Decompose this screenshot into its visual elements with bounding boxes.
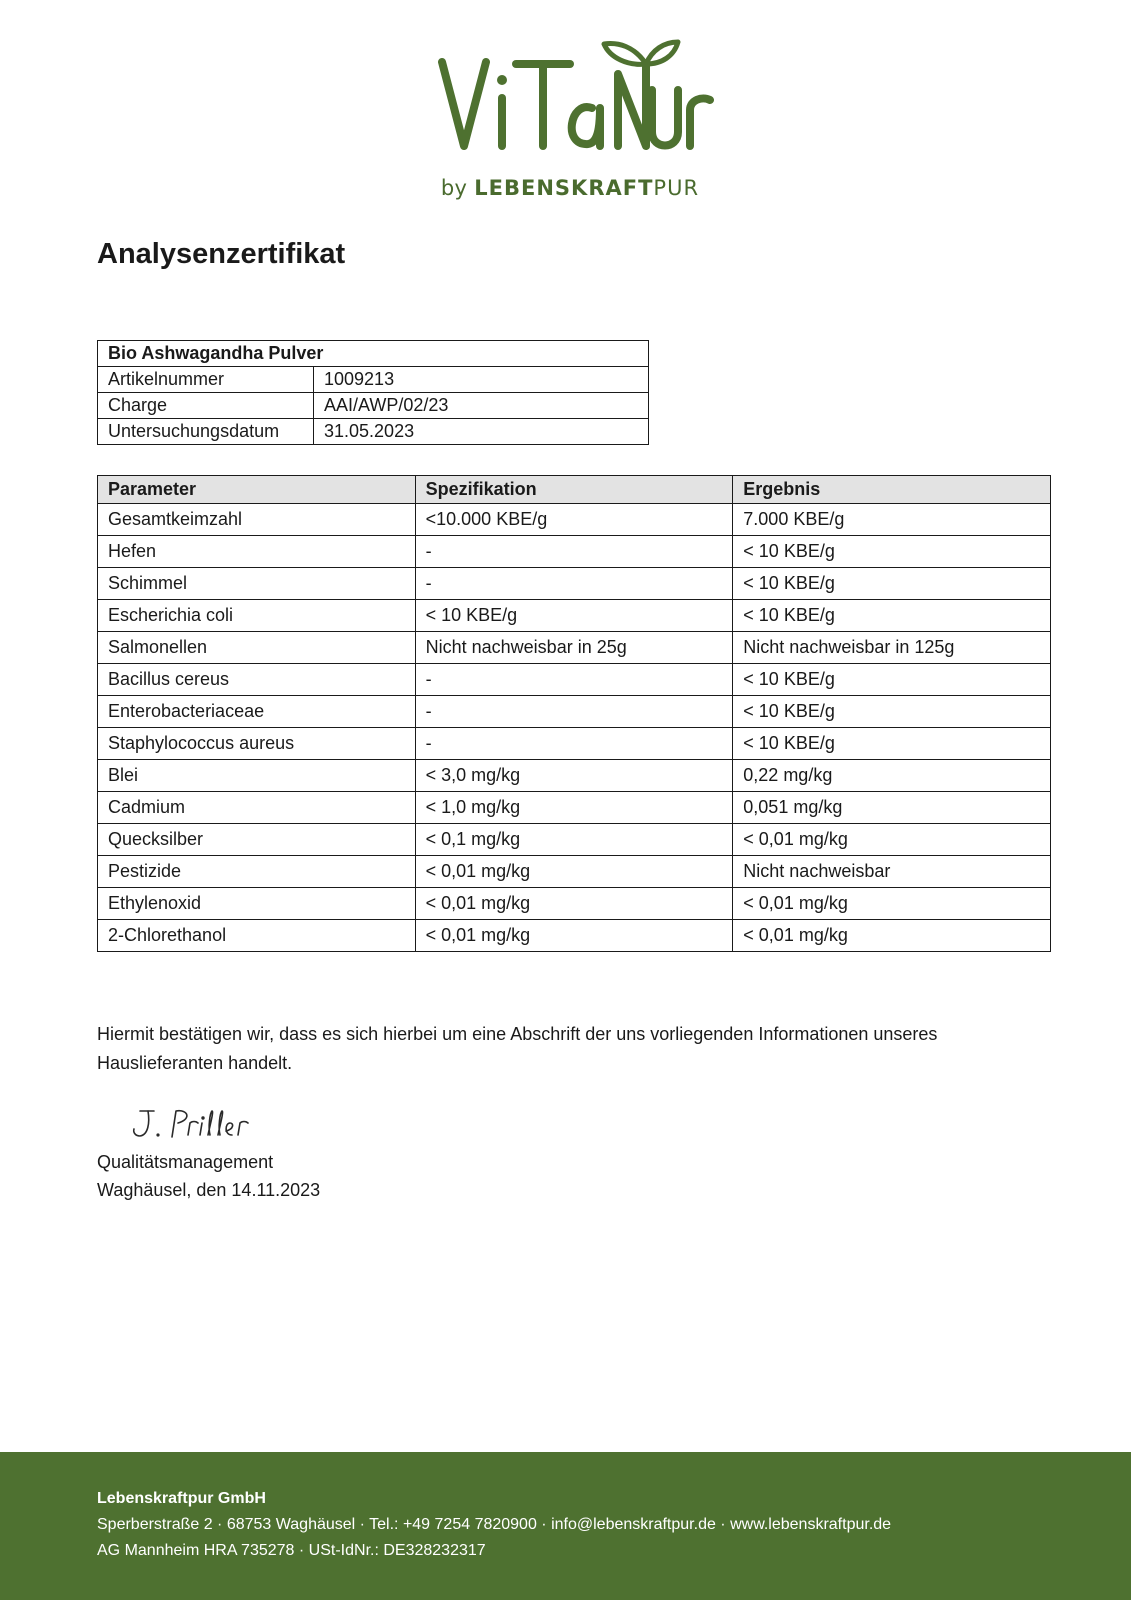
table-row: [98, 760, 1051, 792]
info-value: 31.05.2023: [314, 419, 649, 445]
cell-parameter: Escherichia coli: [98, 600, 416, 632]
table-row: [98, 920, 1051, 952]
product-name: Bio Ashwagandha Pulver: [98, 341, 649, 367]
cell-spec: < 0,01 mg/kg: [415, 856, 733, 888]
footer-company: Lebenskraftpur GmbH: [97, 1490, 266, 1507]
info-label: Artikelnummer: [98, 367, 314, 393]
vitanur-wordmark-graphic: [420, 28, 720, 178]
info-row: [98, 367, 649, 393]
cell-parameter: Cadmium: [98, 792, 416, 824]
cell-result: 7.000 KBE/g: [733, 504, 1051, 536]
table-row: [98, 728, 1051, 760]
cell-spec: < 1,0 mg/kg: [415, 792, 733, 824]
signoff-place-date: Waghäusel, den 14.11.2023: [97, 1180, 321, 1200]
table-row: [98, 600, 1051, 632]
table-row: [98, 696, 1051, 728]
cell-parameter: Enterobacteriaceae: [98, 696, 416, 728]
table-row: [98, 824, 1051, 856]
table-row: [98, 536, 1051, 568]
signoff-block: [97, 1148, 320, 1204]
footer-address: Sperberstraße 2 · 68753 Waghäusel · Tel.: +49 7254 7820900 · info@lebenskraftpur.de · www.lebenskraftpur.de: [97, 1516, 892, 1533]
footer: [0, 1452, 1131, 1600]
cell-result: < 0,01 mg/kg: [733, 824, 1051, 856]
header-result: Ergebnis: [733, 476, 1051, 504]
handwritten-signature: [130, 1105, 270, 1143]
info-value: AAI/AWP/02/23: [314, 393, 649, 419]
cell-parameter: Schimmel: [98, 568, 416, 600]
cell-spec: < 0,1 mg/kg: [415, 824, 733, 856]
cell-parameter: Ethylenoxid: [98, 888, 416, 920]
table-row: [98, 856, 1051, 888]
cell-spec: < 3,0 mg/kg: [415, 760, 733, 792]
cell-result: Nicht nachweisbar: [733, 856, 1051, 888]
cell-parameter: Gesamtkeimzahl: [98, 504, 416, 536]
table-row: [98, 568, 1051, 600]
info-row: [98, 393, 649, 419]
cell-parameter: Pestizide: [98, 856, 416, 888]
cell-result: 0,051 mg/kg: [733, 792, 1051, 824]
header-spec: Spezifikation: [415, 476, 733, 504]
cell-spec: Nicht nachweisbar in 25g: [415, 632, 733, 664]
footer-registry: AG Mannheim HRA 735278 · USt-IdNr.: DE328232317: [97, 1542, 486, 1559]
info-value: 1009213: [314, 367, 649, 393]
product-name-row: [98, 341, 649, 367]
cell-result: Nicht nachweisbar in 125g: [733, 632, 1051, 664]
cell-result: < 0,01 mg/kg: [733, 888, 1051, 920]
signature-graphic: [130, 1105, 270, 1143]
cell-spec: -: [415, 696, 733, 728]
cell-result: < 10 KBE/g: [733, 568, 1051, 600]
document-title: Analysenzertifikat: [97, 238, 346, 270]
cell-spec: < 0,01 mg/kg: [415, 888, 733, 920]
brand-logo: [420, 28, 720, 218]
table-row: [98, 664, 1051, 696]
cell-spec: < 10 KBE/g: [415, 600, 733, 632]
cell-result: < 0,01 mg/kg: [733, 920, 1051, 952]
signoff-department: Qualitätsmanagement: [97, 1152, 274, 1172]
info-row: [98, 419, 649, 445]
cell-parameter: Salmonellen: [98, 632, 416, 664]
confirmation-statement: Hiermit bestätigen wir, dass es sich hierbei um eine Abschrift der uns vorliegenden Informationen unseres Hauslieferanten handelt.: [97, 1024, 938, 1073]
cell-parameter: Hefen: [98, 536, 416, 568]
analysis-header-row: [98, 476, 1051, 504]
header-parameter: Parameter: [98, 476, 416, 504]
cell-result: < 10 KBE/g: [733, 696, 1051, 728]
info-label: Untersuchungsdatum: [98, 419, 314, 445]
cell-spec: -: [415, 536, 733, 568]
cell-result: 0,22 mg/kg: [733, 760, 1051, 792]
cell-spec: -: [415, 728, 733, 760]
cell-spec: -: [415, 568, 733, 600]
table-row: [98, 792, 1051, 824]
cell-parameter: Staphylococcus aureus: [98, 728, 416, 760]
product-info-table: [97, 340, 649, 445]
table-row: [98, 888, 1051, 920]
cell-spec: <10.000 KBE/g: [415, 504, 733, 536]
analysis-table: [97, 475, 1051, 952]
cell-parameter: 2-Chlorethanol: [98, 920, 416, 952]
cell-result: < 10 KBE/g: [733, 728, 1051, 760]
cell-spec: < 0,01 mg/kg: [415, 920, 733, 952]
cell-parameter: Bacillus cereus: [98, 664, 416, 696]
table-row: [98, 632, 1051, 664]
cell-spec: -: [415, 664, 733, 696]
cell-result: < 10 KBE/g: [733, 536, 1051, 568]
cell-result: < 10 KBE/g: [733, 600, 1051, 632]
logo-byline: by LEBENSKRAFTPUR: [440, 176, 700, 200]
cell-result: < 10 KBE/g: [733, 664, 1051, 696]
table-row: [98, 504, 1051, 536]
cell-parameter: Quecksilber: [98, 824, 416, 856]
info-label: Charge: [98, 393, 314, 419]
cell-parameter: Blei: [98, 760, 416, 792]
